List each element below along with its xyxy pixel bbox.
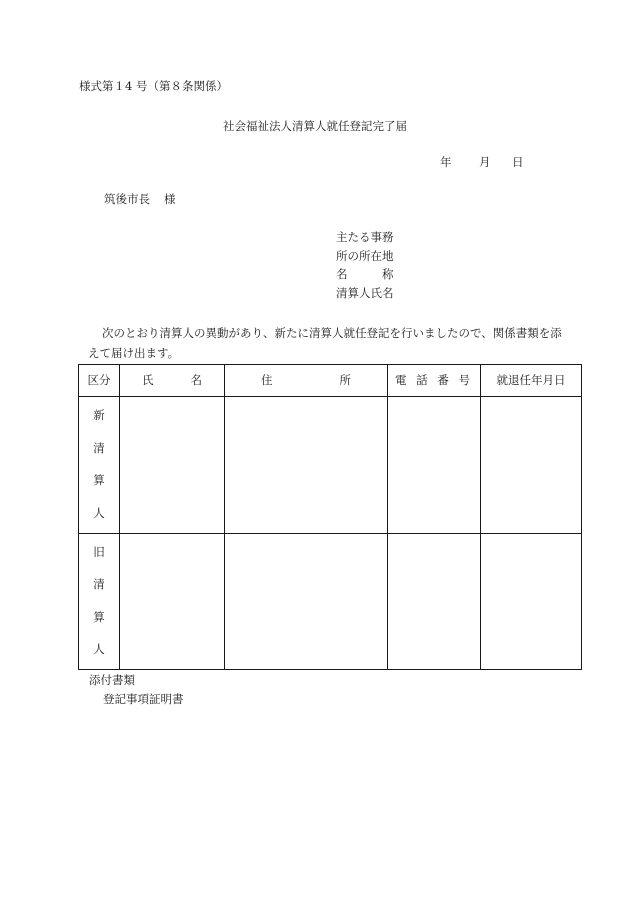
liquidator-table — [78, 364, 582, 670]
old-phone-cell[interactable] — [388, 533, 481, 670]
attachment-item: 登記事項証明書 — [103, 692, 184, 706]
header-name — [120, 365, 225, 397]
old-name-cell[interactable] — [120, 533, 225, 670]
applicant-field-office-1: 主たる事務 — [336, 230, 394, 244]
row-label-char: 清 — [93, 440, 105, 455]
header-category: 区分 — [79, 365, 120, 397]
document-title: 社会福祉法人清算人就任登記完了届 — [223, 119, 407, 133]
row-label-new — [79, 397, 120, 534]
row-label-char: 算 — [93, 473, 105, 488]
new-address-cell[interactable] — [225, 397, 388, 534]
row-label-old — [79, 533, 120, 670]
header-address — [225, 365, 388, 397]
attachments-label: 添付書類 — [89, 673, 135, 687]
header-phone: 電 話 番 号 — [388, 365, 481, 397]
header-name-part-1: 氏 — [142, 372, 154, 387]
row-label-char: 新 — [93, 408, 105, 423]
header-name-part-2: 名 — [190, 372, 202, 387]
header-address-part-2: 所 — [339, 372, 351, 387]
new-name-cell[interactable] — [120, 397, 225, 534]
header-address-part-1: 住 — [261, 372, 273, 387]
applicant-field-office-2: 所の所在地 — [336, 249, 394, 263]
new-phone-cell[interactable] — [388, 397, 481, 534]
row-label-char: 算 — [93, 609, 105, 624]
old-address-cell[interactable] — [225, 533, 388, 670]
date-month-label: 月 — [479, 155, 491, 169]
table-header-row — [79, 365, 582, 397]
applicant-field-liquidator: 清算人氏名 — [336, 286, 394, 300]
date-day-label: 日 — [512, 155, 524, 169]
row-label-char: 清 — [93, 577, 105, 592]
row-label-char: 人 — [93, 642, 105, 657]
new-date-cell[interactable] — [481, 397, 582, 534]
applicant-field-name: 名 称 — [336, 267, 394, 281]
old-date-cell[interactable] — [481, 533, 582, 670]
addressee-name: 筑後市長 — [104, 192, 150, 206]
row-label-char: 旧 — [93, 544, 105, 559]
form-number: 様式第１4 号（第８条関係） — [79, 79, 228, 93]
addressee — [104, 194, 176, 206]
addressee-honorific: 様 — [164, 192, 176, 206]
table-row-new — [79, 397, 582, 534]
header-dates: 就退任年月日 — [481, 365, 582, 397]
body-text: 次のとおり清算人の異動があり、新たに清算人就任登記を行いましたので、関係書類を添えて届け出ます。 — [88, 326, 562, 360]
date-year-label: 年 — [440, 155, 452, 169]
table-row-old — [79, 533, 582, 670]
row-label-char: 人 — [93, 505, 105, 520]
